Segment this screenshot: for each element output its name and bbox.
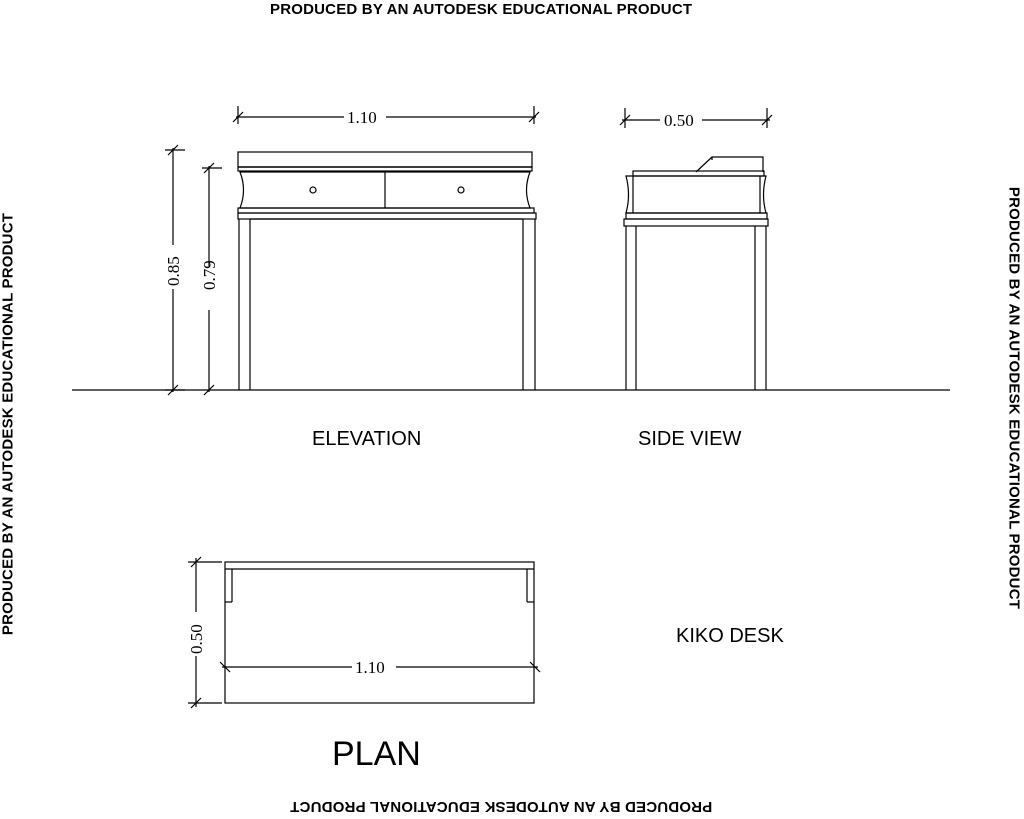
side-depth-label: 0.50 — [664, 111, 694, 130]
elevation-total-height-label: 0.85 — [164, 256, 183, 286]
watermark-right: PRODUCED BY AN AUTODESK EDUCATIONAL PRODUCT — [1005, 186, 1023, 610]
elevation-width-label: 1.10 — [347, 108, 377, 127]
elevation-top-height-label: 0.79 — [200, 260, 219, 290]
watermark-top: PRODUCED BY AN AUTODESK EDUCATIONAL PRODUCT — [270, 1, 693, 18]
elevation-label: ELEVATION — [312, 428, 422, 450]
side-view-desk — [624, 157, 768, 390]
elevation-desk — [238, 152, 536, 390]
plan-depth-label: 0.50 — [187, 624, 206, 654]
watermark-left: PRODUCED BY AN AUTODESK EDUCATIONAL PRODUCT — [0, 212, 17, 636]
plan-width-label: 1.10 — [355, 658, 385, 677]
plan-label: PLAN — [332, 735, 421, 773]
plan-desk — [225, 562, 534, 703]
watermark-bottom: PRODUCED BY AN AUTODESK EDUCATIONAL PRODUCT — [290, 798, 713, 815]
desk-title: KIKO DESK — [676, 625, 784, 647]
side-view-label: SIDE VIEW — [638, 428, 742, 450]
